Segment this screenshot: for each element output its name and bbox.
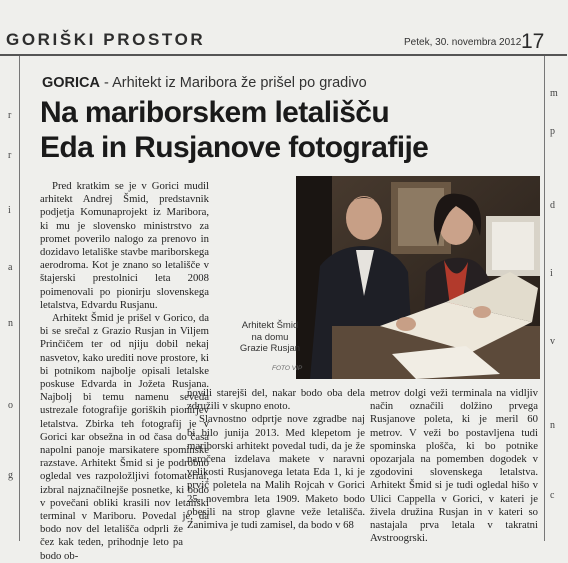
left-fragment: o	[8, 400, 13, 411]
right-adjacent-column	[544, 56, 568, 541]
article-column-2	[187, 387, 365, 541]
headline-line-1: Na mariborskem letališču	[40, 96, 390, 129]
paragraph: Pred kratkim se je v Gorici mudil arhitekt Andrej Šmid, predstavnik podjetja Komunaprojekt iz Maribora, ki mu je slovensko ministrstvo za promet poverilo nalogo za prenovo in dozidavo letališke stavbe mariborskega aerodroma. Kot je znano so letališče v štajerski prestolnici leta 2008 poimenovali po pionirju slovenskega letalstva, Edvardu Rusjanu.	[40, 180, 209, 311]
left-fragment: a	[8, 262, 13, 273]
photo-credit: FOTO VIP	[272, 365, 303, 372]
right-fragment: p	[550, 126, 555, 137]
header-rule	[0, 54, 567, 56]
left-fragment: r	[8, 150, 12, 161]
paragraph: novili starejši del, nakar bodo oba dela združili v skupno enoto.	[187, 387, 365, 413]
left-fragment: n	[8, 318, 13, 329]
left-fragment: r	[8, 110, 12, 121]
right-fragment: d	[550, 200, 555, 211]
caption-line: Arhitekt Šmid	[241, 320, 299, 331]
headline-line-2: Eda in Rusjanove fotografije	[40, 131, 429, 164]
kicker-text: - Arhitekt iz Maribora že prišel po gradivo	[100, 75, 367, 91]
right-fragment: v	[550, 336, 555, 347]
right-fragment: i	[550, 268, 553, 279]
left-adjacent-column	[0, 56, 20, 541]
left-fragment: i	[8, 205, 11, 216]
caption-line: Grazie Rusjan	[239, 343, 301, 354]
article-photo	[296, 176, 540, 379]
caption-line: na domu	[251, 331, 289, 343]
right-fragment: c	[550, 490, 555, 501]
paragraph: Arhitekt Šmid je prišel v Gorico, da bi se srečal z Grazio Rusjan in Viljem Prinčičem ter od njiju dobil nekaj nasvetov, kako urediti nove prostore, ki bi potnikom najbolje opisali letalske poskuse Edvarda in Jožeta Rusjana. Najbolj bi temu namenu seveda ustrezale fotografije goriških pionirjev letalstva. Zbirka teh fotografij je v Gorici kar obsežna in od časa do časa napolni panoje marsikatere spominske razstave. Arhitekt Šmid si je podrobno ogledal ves razpoložljivi fotomaterial, izbral najznačilnejše posnetke, ki bodo v povečani obliki krasili nov letališki terminal v Mariboru. Povedal je, da bodo nov del letališča odprli že čez kak teden, prihodnje leto pa bodo ob-	[40, 312, 209, 562]
left-fragment: g	[8, 470, 13, 481]
right-fragment: n	[550, 420, 555, 431]
paragraph: Slavnostno odprtje nove zgradbe naj bi bilo junija 2013. Med klepetom je mariborski arhitekt povedal tudi, da je že naročena izdelava makete v naravni velikosti Rusjanovega letata Eda 1, ki je prvič poletela na Malih Rojcah v Gorici 25. novembra leta 1909. Maketo bodo obesili na strop glavne veže letališča. Zanimiva je tudi zamisel, da bodo v 68	[187, 413, 365, 532]
article-kicker	[42, 75, 367, 91]
paragraph: metrov dolgi veži terminala na vidljiv način označili dolžino prvega Rusjanove poleta, ki je meril 60 metrov. V veži bo postavljena tudi spominska plošča, ki bo potnike opozarjala na pomemben dogodek v zgodovini slovenskega letalstva. Arhitekt Šmid si je tudi ogledal hišo v Ulici Cappella v Gorici, v kateri je živela družina Rusjan in v kateri so nastajala prva letala v takratni Avstroogrski.	[370, 387, 538, 545]
page-number: 17	[521, 30, 545, 53]
right-fragment: m	[550, 88, 558, 99]
kicker-location: GORICA	[42, 75, 100, 91]
issue-date: Petek, 30. novembra 2012	[404, 37, 522, 48]
publication-name: GORIŠKI PROSTOR	[6, 30, 206, 49]
article-column-3	[370, 387, 538, 545]
